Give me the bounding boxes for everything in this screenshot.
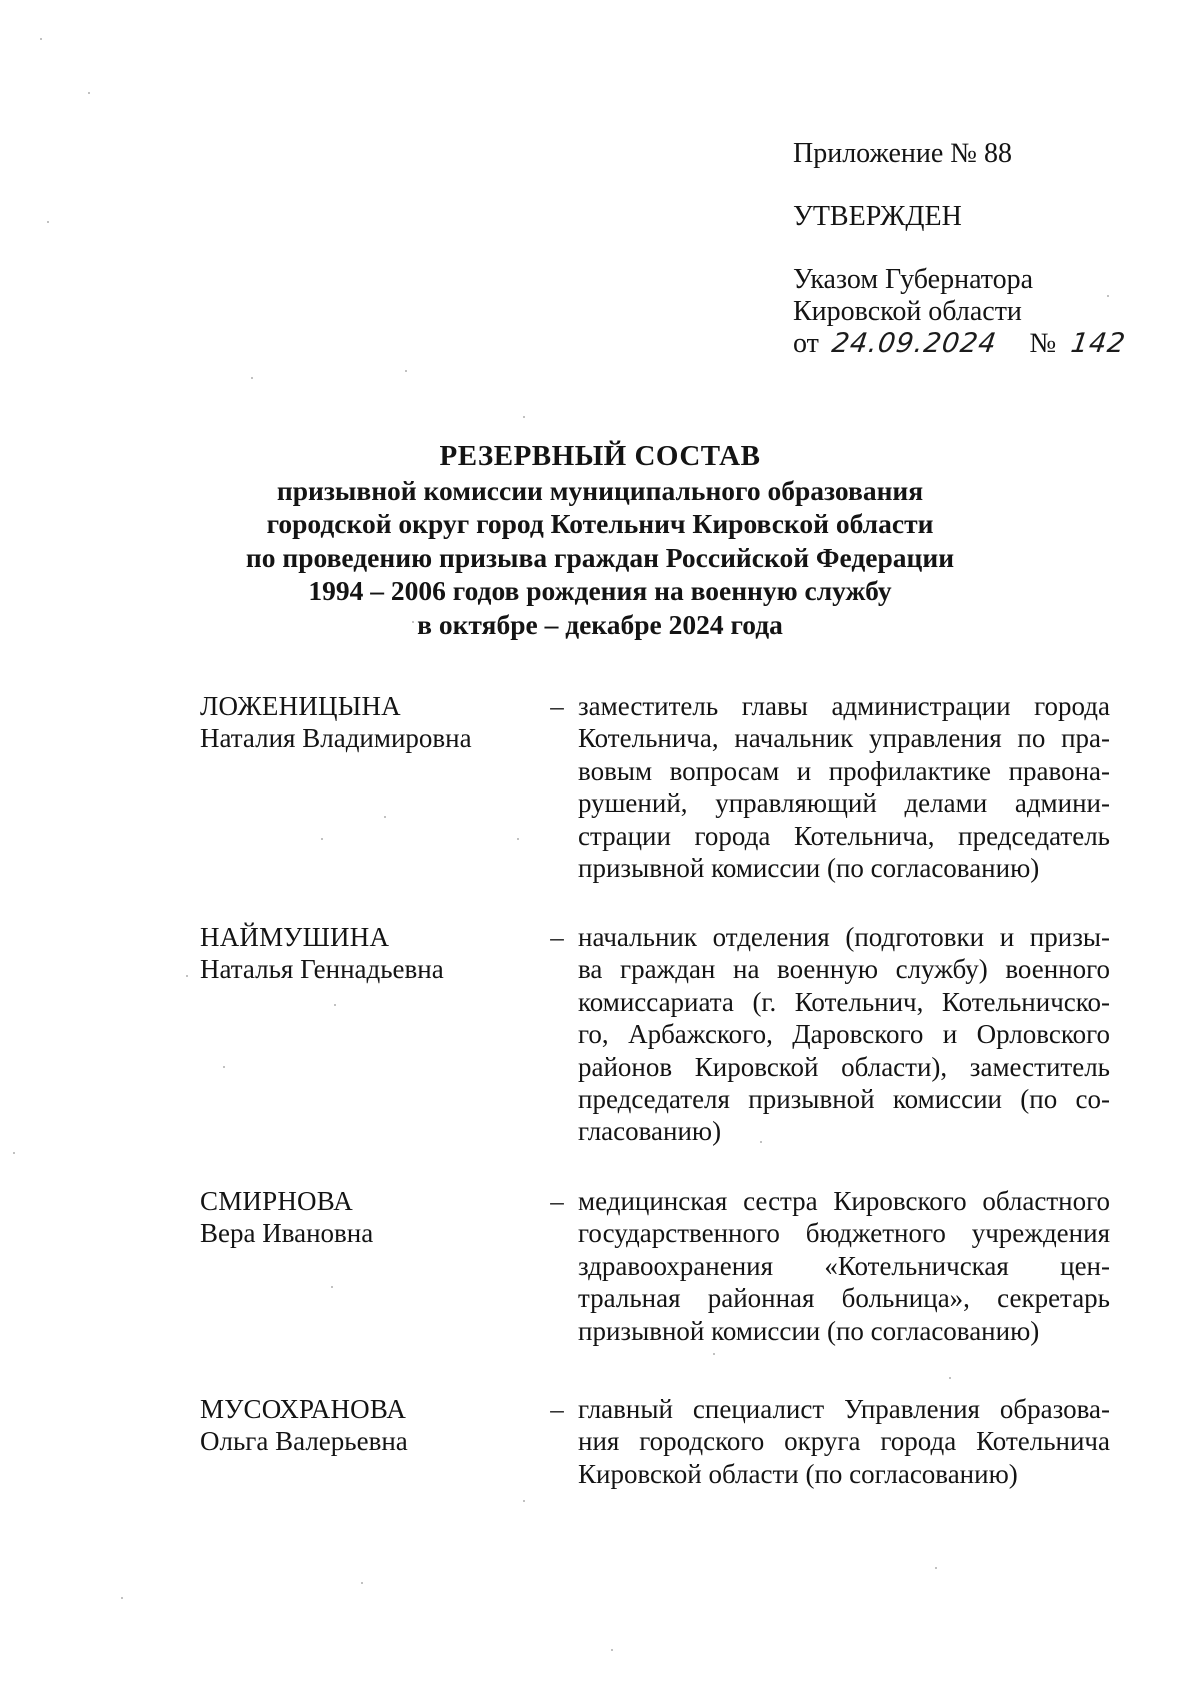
scan-speck: [760, 1141, 762, 1143]
scan-speck: [713, 1353, 715, 1355]
member-dash: –: [550, 691, 564, 721]
scan-speck: [949, 1377, 951, 1379]
role-line: ва граждан на военную службу) военного: [578, 954, 1110, 985]
scan-speck: [251, 377, 253, 379]
member-given-name: Наталья Геннадьевна: [200, 954, 444, 985]
member-dash: –: [550, 922, 564, 952]
member-given-name: Наталия Владимировна: [200, 723, 472, 754]
member-surname: ЛОЖЕНИЦЫНА: [200, 691, 401, 721]
scan-speck: [321, 838, 323, 840]
member-surname: НАЙМУШИНА: [200, 922, 390, 952]
role-line: страции города Котельнича, председатель: [578, 820, 1110, 851]
title-line-1: призывной комиссии муниципального образования: [276, 474, 924, 506]
from-prefix: от: [793, 328, 819, 359]
scan-speck: [334, 1004, 336, 1006]
decree-date-row: [793, 328, 1126, 360]
scan-speck: [1107, 295, 1109, 297]
scan-speck: [223, 1066, 225, 1068]
role-line: ния городского округа города Котельнича: [578, 1426, 1110, 1457]
member-dash: –: [550, 1186, 564, 1216]
scan-speck: [47, 221, 49, 223]
title-line-2: городской округ город Котельнич Кировской области: [266, 508, 934, 539]
role-line: районов Кировской области), заместитель: [578, 1051, 1110, 1082]
role-line: рушений, управляющий делами админи-: [578, 788, 1110, 819]
scan-speck: [517, 838, 519, 840]
role-line: начальник отделения (подготовки и призы-: [578, 922, 1110, 952]
role-line: Кировской области (по согласованию): [578, 1458, 1018, 1489]
member-name: [200, 690, 530, 755]
scan-speck: [384, 816, 386, 818]
member-given-name: Ольга Валерьевна: [200, 1426, 408, 1457]
scan-speck: [121, 1597, 123, 1599]
scan-speck: [523, 1500, 525, 1502]
annex-number: Приложение № 88: [793, 138, 1012, 169]
member-dash: –: [550, 1394, 564, 1424]
handwritten-number: 142: [1069, 328, 1128, 359]
role-line: главный специалист Управления образова-: [578, 1394, 1110, 1424]
member-role: [578, 1393, 1110, 1490]
approved-label: УТВЕРЖДЕН: [793, 201, 962, 232]
role-line: гласованию): [578, 1116, 722, 1147]
title-line-5: в октябре – декабре 2024 года: [417, 608, 783, 640]
scan-speck: [13, 1152, 15, 1154]
decree-line-1: Указом Губернатора: [793, 264, 1034, 295]
role-line: медицинская сестра Кировского областного: [578, 1186, 1110, 1216]
member-surname: СМИРНОВА: [200, 1186, 353, 1216]
member-given-name: Вера Ивановна: [200, 1218, 374, 1249]
scan-speck: [523, 416, 525, 418]
scan-speck: [40, 38, 42, 40]
decree-line-2: Кировской области: [793, 296, 1022, 327]
role-line: комиссариата (г. Котельнич, Котельничско-: [578, 986, 1110, 1017]
scan-speck: [935, 1567, 937, 1569]
role-line: го, Арбажского, Даровского и Орловского: [578, 1019, 1110, 1050]
scan-speck: [412, 621, 414, 623]
scan-speck: [331, 1286, 333, 1288]
scan-speck: [405, 370, 407, 372]
member-name: [200, 921, 530, 986]
role-line: председателя призывной комиссии (по со-: [578, 1084, 1110, 1115]
handwritten-date: 24.09.2024: [829, 328, 999, 359]
role-line: тральная районная больница», секретарь: [578, 1283, 1110, 1314]
role-line: заместитель главы администрации города: [578, 691, 1110, 721]
scan-speck: [361, 1582, 363, 1584]
approval-block: [793, 138, 1126, 360]
number-sign: №: [1029, 328, 1057, 359]
scan-speck: [88, 92, 90, 94]
role-line: призывной комиссии (по согласованию): [578, 853, 1040, 884]
role-line: здравоохранения «Котельничская цен-: [578, 1250, 1110, 1281]
member-role: [578, 921, 1110, 1148]
document-title: [0, 440, 1200, 641]
member-name: [200, 1393, 530, 1458]
member-role: [578, 1185, 1110, 1347]
member-surname: МУСОХРАНОВА: [200, 1394, 407, 1424]
title-line-3: по проведению призыва граждан Российской Федерации: [245, 541, 955, 573]
scan-speck: [611, 1649, 613, 1651]
scan-speck: [186, 975, 188, 977]
role-line: призывной комиссии (по согласованию): [578, 1315, 1040, 1346]
role-line: Котельнича, начальник управления по пра-: [578, 723, 1110, 754]
title-main: РЕЗЕРВНЫЙ СОСТАВ: [439, 440, 761, 472]
title-line-4: 1994 – 2006 годов рождения на военную службу: [308, 575, 892, 606]
member-name: [200, 1185, 530, 1250]
role-line: вовым вопросам и профилактике правона-: [578, 755, 1110, 786]
role-line: государственного бюджетного учреждения: [578, 1218, 1110, 1249]
member-role: [578, 690, 1110, 884]
